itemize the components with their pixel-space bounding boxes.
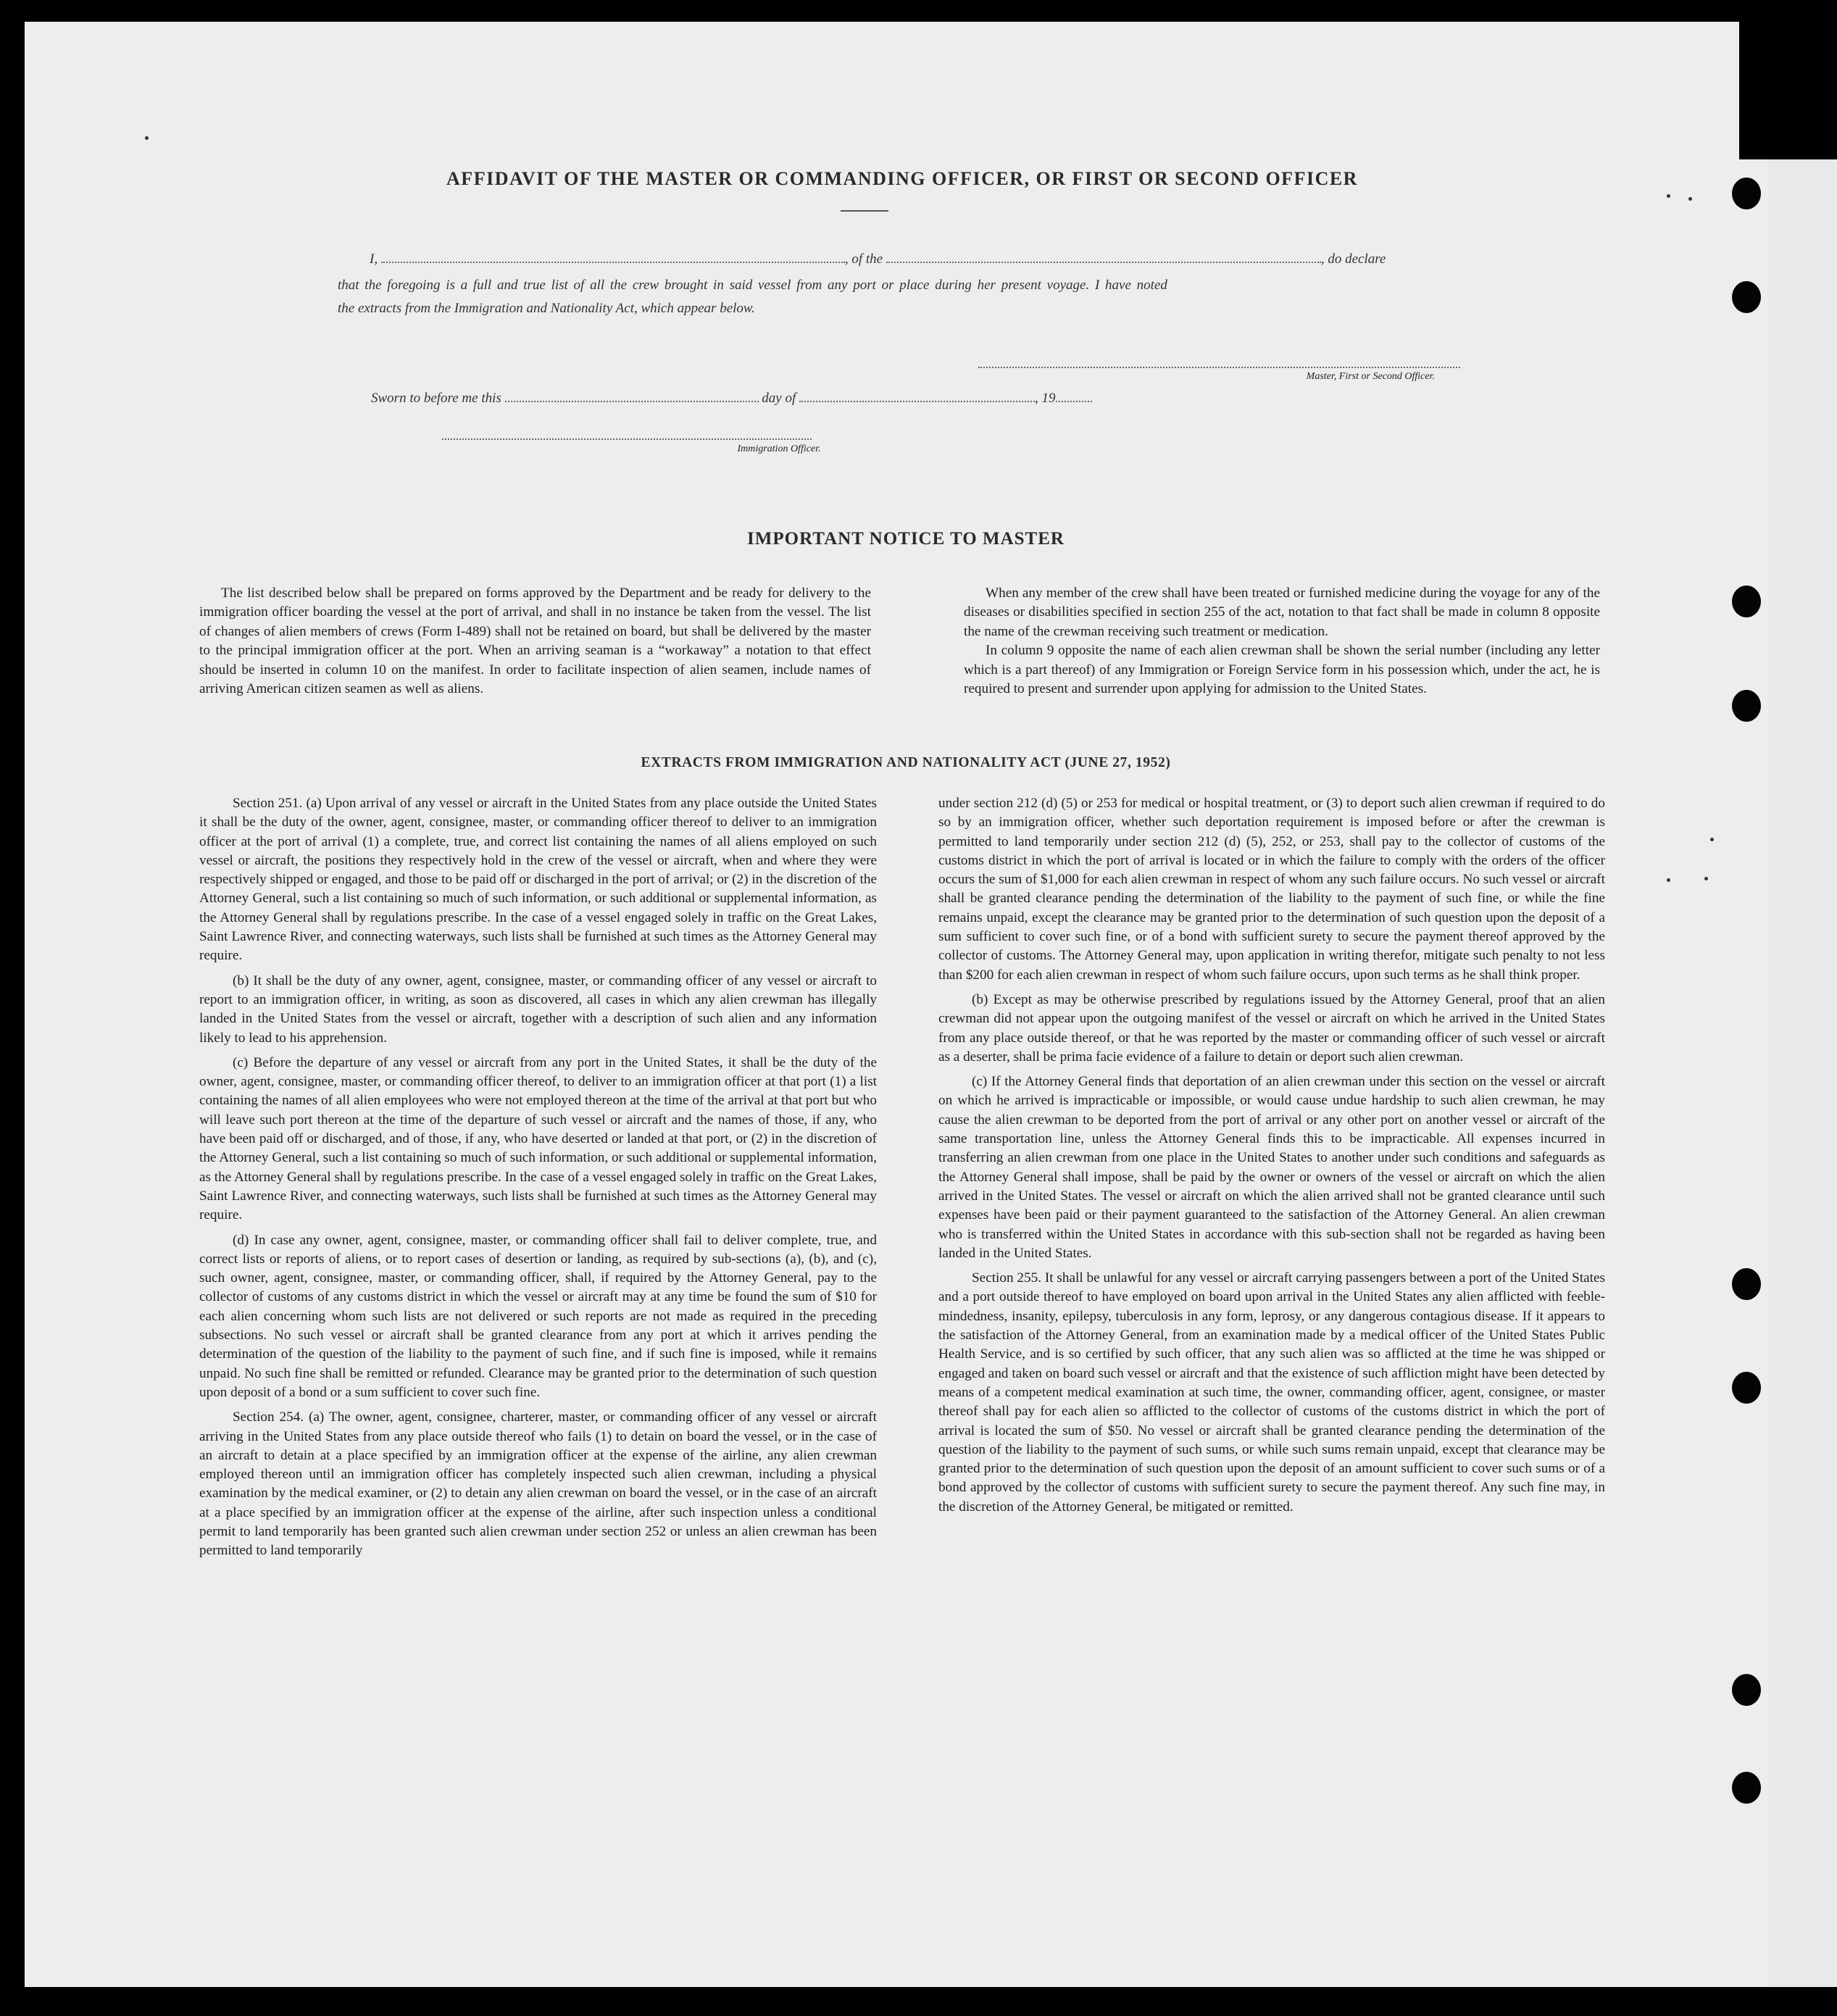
extract-section-254a-continued: under section 212 (d) (5) or 253 for medical or hospital treatment, or (3) to deport such alien crewman if required to do so by an immigration officer, whether such deportation requirement is imposed before or after the crewman is permitted to land temporarily under section 212 (d) (5), 252, or 253, shall pay to the collector of customs of the customs district in which the port of arrival is located or in which the failure to comply with the orders of the officer occurs the sum of $1,000 for each alien crewman in respect of whom any such failure occurs. No such vessel or aircraft shall be granted clearance pending the determination of the liability to the payment of such fine, or while the fine remains unpaid, except the clearance may be granted prior to the determination of such question upon the deposit of a sum sufficient to cover such fine, or of a bond with sufficient surety to secure the payment thereof approved by the collector of customs. The Attorney General may, upon application in writing therefor, mitigate such penalty to not less than $200 for each alien crewman in respect of whom such failure occurs, upon such terms as he shall think proper. bbox=[938, 796, 1605, 983]
extracts-left-column bbox=[199, 794, 877, 1567]
declaration-text-2: that the foregoing is a full and true list of all the crew brought in said vessel from any port or place during her present voyage. I have noted bbox=[338, 278, 1167, 293]
vessel-prefix: , of the bbox=[844, 251, 883, 267]
scan-speck bbox=[1667, 878, 1670, 882]
extracts-title: EXTRACTS FROM IMMIGRATION AND NATIONALITY ACT (JUNE 27, 1952) bbox=[641, 755, 1171, 770]
day-of-label: day of bbox=[762, 391, 796, 406]
notice-right-paragraph-1: When any member of the crew shall have been treated or furnished medicine during the voyage for any of the diseases or disabilities specified in section 255 of the act, notation to that fact shall be made in column 8 opposite the name of the crewman receiving such treatment or medication. bbox=[964, 586, 1600, 639]
sworn-month-field[interactable] bbox=[799, 388, 1035, 402]
page-edge-strip bbox=[1768, 159, 1837, 1987]
extract-section-251c: (c) Before the departure of any vessel or aircraft from any port in the United States, it shall be the duty of the owner, agent, consignee, master, or commanding officer thereof, to deliver to an immigration officer at that port (1) a list containing the names of all alien employees who were not employed thereon at the time of the arrival at that port but who will leave such port thereon at the time of the departure of such vessel or aircraft and the names of those, if any, who have been paid off or discharged, and of those, if any, who have deserted or landed at that port, or (2) in the discretion of the Attorney General, such a list containing so much of such information, or such additional or supplemental information, as the Attorney General shall by regulations prescribe. In the case of a vessel engaged solely in traffic on the Great Lakes, Saint Lawrence River, and connecting waterways, such lists shall be furnished at such times as the Attorney General may require. bbox=[199, 1054, 877, 1223]
binder-hole bbox=[1732, 281, 1761, 313]
extract-section-254a: Section 254. (a) The owner, agent, consignee, charterer, master, or commanding officer of any vessel or aircraft arriving in the United States from any place outside thereof who fails (1) to detain on board the vessel, or in the case of an aircraft to detain at a place specified by an immigration officer at the expense of the airline, any alien crewman employed thereon until an immigration officer has completely inspected such alien crewman, including a physical examination by the medical examiner, or (2) to detain any alien crewman on board the vessel, or in the case of an aircraft at a place specified by an immigration officer at the expense of the airline, after such inspection unless a conditional permit to land temporarily has been granted such alien crewman under section 252 or unless an alien crewman has been permitted to land temporarily bbox=[199, 1409, 877, 1559]
binder-hole bbox=[1732, 1674, 1761, 1706]
binder-hole bbox=[1732, 586, 1761, 617]
declarant-name-field[interactable] bbox=[381, 249, 845, 263]
scan-speck bbox=[145, 136, 149, 140]
extracts-right-column bbox=[938, 794, 1605, 1523]
extract-section-255: Section 255. It shall be unlawful for any vessel or aircraft carrying passengers between a port of the United States and a port outside thereof to have employed on board upon arrival in the United States any alien afflicted with feeble-mindedness, insanity, epilepsy, tuberculosis in any form, leprosy, or any dangerous contagious disease. If it appears to the satisfaction of the Attorney General, from an examination made by a medical officer of the United States Public Health Service, and is so certified by such officer, that any such alien was so afflicted at the time he was shipped or engaged and taken on board such vessel or aircraft and that the existence of such affliction might have been detected by means of a competent medical examination at such time, the owner, commanding officer, agent, consignee, or master thereof shall pay for each alien so afflicted to the collector of customs of the customs district in which the port of arrival is located the sum of $50. No vessel or aircraft shall be granted clearance pending the determination of the question of the liability to the payment of such sums, or while such sums remain unpaid, except that clearance may be granted prior to the determination of such question upon the deposit of an amount sufficient to cover such sums or of a bond approved by the collector of customs with sufficient surety to secure the payment thereof. Any such fine may, in the discretion of the Attorney General, be mitigated or remitted. bbox=[938, 1270, 1605, 1515]
sworn-day-field[interactable] bbox=[505, 388, 759, 402]
notice-right-column bbox=[964, 584, 1600, 699]
sworn-line bbox=[371, 388, 1241, 407]
extract-section-254c: (c) If the Attorney General finds that deportation of an alien crewman under this section on the vessel or aircraft on which he arrived is impracticable or impossible, or would cause undue hardship to such alien crewman, he may cause the alien crewman to be deported from the port of arrival or any other port on another vessel or aircraft of the same transportation line, unless the Attorney General finds this to be impracticable. All expenses incurred in transferring an alien crewman from one place in the United States to another under such conditions and safeguards as the Attorney General shall impose, shall be paid by the owner or owners of the vessel or aircraft on which the alien arrived in the United States. The vessel or aircraft on which the alien arrived shall not be granted clearance until such expenses have been paid or their payment guaranteed to the satisfaction of the Attorney General. An alien crewman who is transferred within the United States in accordance with this sub-section shall not be regarded as having been landed in the United States. bbox=[938, 1074, 1605, 1261]
officer-signature-line[interactable] bbox=[442, 438, 812, 440]
affidavit-title: AFFIDAVIT OF THE MASTER OR COMMANDING OFFICER, OR FIRST OR SECOND OFFICER bbox=[446, 168, 1358, 189]
sworn-label: Sworn to before me this bbox=[371, 391, 501, 406]
page-edge-notch bbox=[1739, 22, 1837, 159]
title-rule bbox=[841, 210, 888, 212]
officer-signature-label: Immigration Officer. bbox=[737, 443, 821, 454]
declaration-text-3: the extracts from the Immigration and Nationality Act, which appear below. bbox=[338, 301, 755, 316]
year-prefix: , 19 bbox=[1035, 391, 1056, 406]
binder-hole bbox=[1732, 690, 1761, 722]
sworn-year-field[interactable] bbox=[1056, 388, 1092, 402]
scan-speck bbox=[1704, 877, 1708, 880]
declarant-prefix: I, bbox=[370, 251, 378, 267]
vessel-name-field[interactable] bbox=[886, 249, 1321, 263]
binder-hole bbox=[1732, 1772, 1761, 1804]
master-signature-line[interactable] bbox=[978, 367, 1460, 368]
scan-speck bbox=[1667, 194, 1670, 198]
notice-title: IMPORTANT NOTICE TO MASTER bbox=[747, 529, 1065, 549]
notice-left-paragraph: The list described below shall be prepared on forms approved by the Department and be ready for delivery to the immigration officer boarding the vessel at the port of arrival, and shall in no instance be taken from the vessel. The list of changes of alien members of crews (Form I-489) shall not be retained on board, but shall be delivered by the master to the principal immigration officer at the port. When an arriving seaman is a “workaway” a notation to that effect should be inserted in column 10 on the manifest. In order to facilitate inspection of alien seamen, include names of arriving American citizen seamen as well as aliens. bbox=[199, 586, 871, 697]
notice-right-paragraph-2: In column 9 opposite the name of each alien crewman shall be shown the serial number (including any letter which is a part thereof) of any Immigration or Foreign Service form in his possession which, under the act, he is required to present and surrender upon applying for admission to the United States. bbox=[964, 643, 1600, 697]
extract-section-251a: Section 251. (a) Upon arrival of any vessel or aircraft in the United States from any place outside the United States it shall be the duty of the owner, agent, consignee, master, or commanding officer thereof to deliver to an immigration officer at the port of arrival (1) a complete, true, and correct list containing the names of all aliens employed on such vessel or aircraft, the positions they respectively hold in the crew of the vessel or aircraft, when and where they were respectively shipped or engaged, and those to be paid off or discharged in the port of arrival; or (2) in the discretion of the Attorney General, such a list containing so much of such information, or such additional or supplemental information, as the Attorney General shall by regulations prescribe. In the case of a vessel engaged solely in traffic on the Great Lakes, Saint Lawrence River, and connecting waterways, such lists shall be furnished at such times as the Attorney General may require. bbox=[199, 796, 877, 964]
binder-hole bbox=[1732, 1372, 1761, 1404]
declaration-line bbox=[370, 249, 1457, 267]
scan-speck bbox=[1710, 838, 1714, 841]
notice-left-column bbox=[199, 584, 871, 699]
binder-hole bbox=[1732, 178, 1761, 209]
extract-section-251b: (b) It shall be the duty of any owner, agent, consignee, master, or commanding officer of any vessel or aircraft to report to an immigration officer, in writing, as soon as discovered, all cases in which any alien crewman has illegally landed in the United States from the vessel or aircraft, together with a description of such alien and any information likely to lead to his apprehension. bbox=[199, 972, 877, 1046]
extract-section-254b: (b) Except as may be otherwise prescribed by regulations issued by the Attorney General, proof that an alien crewman did not appear upon the outgoing manifest of the vessel or aircraft on which he arrived in the United States from any place outside thereof, or that he was reported by the master or commanding officer of such vessel or aircraft as a deserter, shall be prima facie evidence of a failure to detain or deport such alien crewman. bbox=[938, 991, 1605, 1065]
master-signature-label: Master, First or Second Officer. bbox=[1306, 371, 1435, 382]
extract-section-251d: (d) In case any owner, agent, consignee, master, or commanding officer shall fail to deliver complete, true, and correct lists or reports of aliens, or to report cases of desertion or landing, as required by sub-sections (a), (b), and (c), such owner, agent, consignee, master, or commanding officer, shall, if required by the Attorney General, pay to the collector of customs of any customs district in which the vessel or aircraft may at any time be found the sum of $10 for each alien concerning whom such lists are not delivered or such reports are not made as required in the preceding subsections. No such vessel or aircraft shall be granted clearance from any port at which it arrives pending the determination of the question of the liability to the payment of such fine, and if such fine is imposed, while it remains unpaid. No such fine shall be remitted or refunded. Clearance may be granted prior to the determination of such question upon deposit of a bond or a sum sufficient to cover such fine. bbox=[199, 1232, 877, 1400]
scan-speck bbox=[1688, 197, 1692, 201]
binder-hole bbox=[1732, 1268, 1761, 1300]
declare-suffix: , do declare bbox=[1320, 251, 1386, 267]
